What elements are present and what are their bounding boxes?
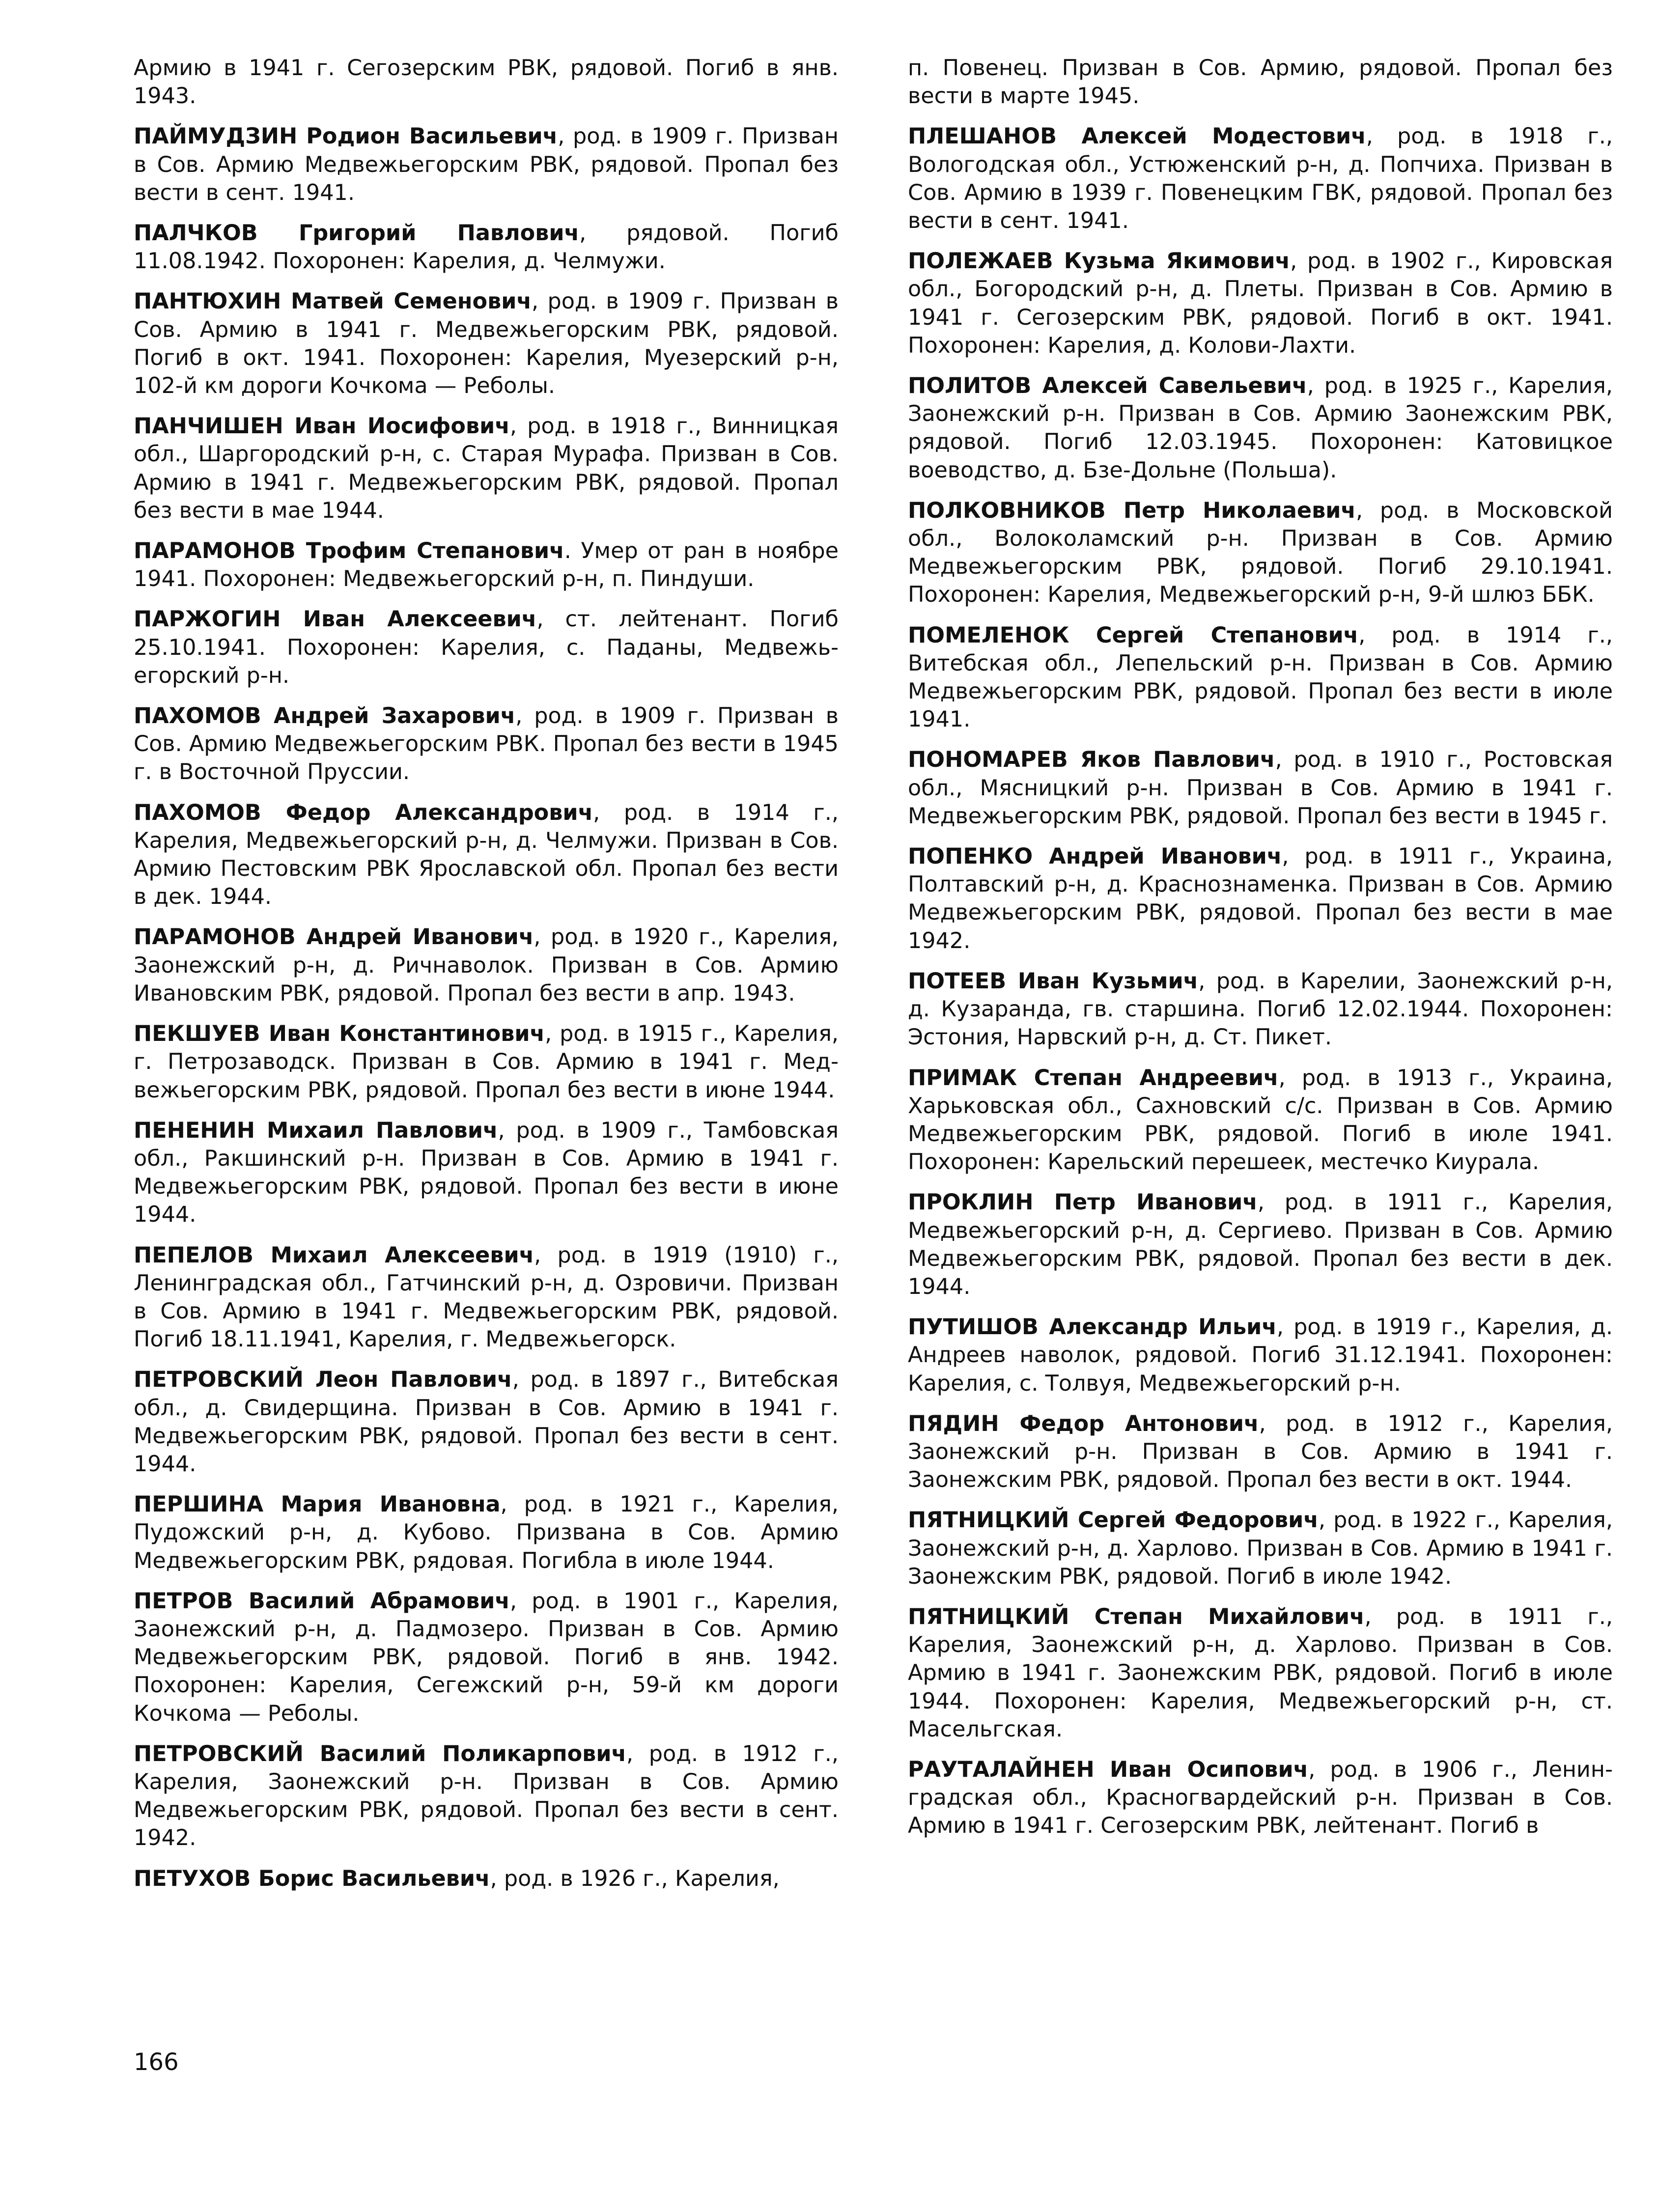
entry-name: ПАНЧИШЕН Иван Иосифович bbox=[134, 414, 510, 439]
page-number: 166 bbox=[134, 2048, 179, 2076]
entry-text: , род. в 1910 г., Ростовская обл., Мясницкий р-н. Призван в Сов. Армию в 1941 г. Медвежьегорским РВК, рядовой. Пропал без вести в 1945 г. bbox=[908, 747, 1613, 829]
biography-entry bbox=[134, 702, 839, 786]
entry-text: , род. в Карелии, Заонежский р-н, д. Кузаранда, гв. старшина. Погиб 12.02.1944. Похоронен: Эстония, Нарвский р-н, д. Ст. Пикет. bbox=[908, 968, 1613, 1050]
biography-entry bbox=[908, 1506, 1613, 1591]
entry-text: , род. в 1926 г., Карелия, bbox=[490, 1866, 780, 1891]
entry-text: п. Повенец. Призван в Сов. Армию, рядовой. Пропал без вести в марте 1945. bbox=[908, 56, 1613, 109]
entry-text: , ст. лейтенант. Погиб 25.10.1941. Похоронен: Карелия, с. Паданы, Медвежьегорский р-н. bbox=[134, 607, 839, 688]
biography-entry bbox=[908, 1410, 1613, 1494]
entry-text: , род. в 1915 г., Карелия, г. Петрозаводск. Призван в Сов. Армию в 1941 г. Медвежьегорским РВК, рядовой. Пропал без вести в июне 1944. bbox=[134, 1021, 839, 1103]
entry-name: ПОЛКОВНИКОВ Петр Николаевич bbox=[908, 498, 1356, 523]
entry-name: ПАЙМУДЗИН Родион Васильевич bbox=[134, 124, 558, 149]
entry-name: ПОТЕЕВ Иван Кузьмич bbox=[908, 968, 1199, 994]
biography-entry bbox=[134, 537, 839, 593]
entry-text: , род. в 1918 г., Винницкая обл., Шаргородский р-н, с. Старая Мурафа. Призван в Сов. Армию в 1941 г. Медвежьегорским РВК, рядовой. Пропал без вести в мае 1944. bbox=[134, 414, 839, 523]
entry-text: , род. в 1911 г., Украина, Полтавский р-н, д. Краснознаменка. Призван в Сов. Армию Медвежьегорским РВК, рядовой. Пропал без вести в мае 1942. bbox=[908, 844, 1613, 953]
biography-entry bbox=[134, 54, 839, 110]
biography-entry bbox=[134, 287, 839, 400]
biography-entry bbox=[908, 497, 1613, 609]
entry-name: ПЕТРОВ Василий Абрамович bbox=[134, 1588, 510, 1614]
biography-entry bbox=[134, 1587, 839, 1728]
biography-entry bbox=[908, 1064, 1613, 1176]
entry-name: ПОЛЕЖАЕВ Кузьма Якимович bbox=[908, 249, 1291, 274]
biography-entry bbox=[134, 1740, 839, 1852]
entry-name: ПАХОМОВ Федор Александрович bbox=[134, 800, 593, 825]
entry-text: , род. в 1912 г., Карелия, Заонежский р-н. Призван в Сов. Армию в 1941 г. Заонежским РВК, рядовой. Пропал без вести в окт. 1944. bbox=[908, 1411, 1613, 1493]
entry-name: ПОЛИТОВ Алексей Савельевич bbox=[908, 373, 1307, 399]
biography-entry bbox=[134, 1865, 839, 1893]
biography-entry bbox=[134, 1117, 839, 1229]
entry-name: ПОМЕЛЕНОК Сергей Степанович bbox=[908, 622, 1359, 648]
biography-entry bbox=[134, 1241, 839, 1354]
entry-name: ПЛЕШАНОВ Алексей Модестович bbox=[908, 124, 1366, 149]
entry-text: , род. в 1922 г., Карелия, Заонежский р-н, д. Харлово. Призван в Сов. Армию в 1941 г. Заонежским РВК, рядовой. Погиб в июле 1942. bbox=[908, 1508, 1613, 1589]
entry-text: . Умер от ран в ноябре 1941. Похоронен: Медвежьегорский р-н, п. Пиндуши. bbox=[134, 538, 839, 592]
entry-name: ПУТИШОВ Александр Ильич bbox=[908, 1315, 1277, 1340]
entry-name: ПАНТЮХИН Матвей Семенович bbox=[134, 289, 532, 314]
biography-entry bbox=[134, 799, 839, 911]
left-column bbox=[134, 54, 839, 1905]
entry-text: , род. в 1919 г., Карелия, д. Андреев наволок, рядовой. Погиб 31.12.1941. Похоронен: Карелия, с. Толвуя, Медвежьегорский р-н. bbox=[908, 1315, 1613, 1396]
entry-text: , род. в 1906 г., Ленинградская обл., Красногвардейский р-н. Призван в Сов. Армию в 1941 г. Сегозерским РВК, лейтенант. Погиб в bbox=[908, 1757, 1613, 1839]
entry-text: , рядовой. Погиб 11.08.1942. Похоронен: Карелия, д. Челмужи. bbox=[134, 221, 839, 274]
biography-entry bbox=[908, 1188, 1613, 1301]
entry-text: , род. в 1902 г., Кировская обл., Богородский р-н, д. Плеты. Призван в Сов. Армию в 1941 г. Сегозерским РВК, рядовой. Погиб в окт. 1941. Похоронен: Карелия, д. Колови-Лахти. bbox=[908, 249, 1613, 358]
biography-entry bbox=[908, 967, 1613, 1052]
biography-entry bbox=[908, 1313, 1613, 1398]
entry-name: ПЕРШИНА Мария Ивановна bbox=[134, 1492, 501, 1517]
biography-entry bbox=[134, 1366, 839, 1478]
entry-text: , род. в 1909 г. Призван в Сов. Армию в 1941 г. Медвежьегорским РВК, рядовой. Погиб в окт. 1941. Похоронен: Карелия, Муезерский р-н, 102-й км дороги Кочкома — Реболы. bbox=[134, 289, 839, 399]
entry-name: ПАЛЧКОВ Григорий Павлович bbox=[134, 221, 580, 246]
entry-name: ПАХОМОВ Андрей Захарович bbox=[134, 703, 516, 729]
entry-text: , род. в Московской обл., Волоколамский р-н. Призван в Сов. Армию Медвежьегорским РВК, рядовой. Погиб 29.10.1941. Похоронен: Карелия, Медвежьегорский р-н, 9-й шлюз ББК. bbox=[908, 498, 1613, 608]
entry-name: ПЕНЕНИН Михаил Павлович bbox=[134, 1118, 498, 1143]
biography-entry bbox=[908, 842, 1613, 955]
entry-name: ПЯДИН Федор Антонович bbox=[908, 1411, 1259, 1436]
entry-text: , род. в 1914 г., Витебская обл., Лепельский р-н. Призван в Сов. Армию Медвежьегорским РВК, рядовой. Пропал без вести в июле 1941. bbox=[908, 622, 1613, 732]
entry-name: ПАРАМОНОВ Трофим Степанович bbox=[134, 538, 564, 564]
biography-entry bbox=[134, 1020, 839, 1104]
biography-entry bbox=[134, 219, 839, 275]
entry-text: Армию в 1941 г. Сегозерским РВК, рядовой. Погиб в янв. 1943. bbox=[134, 56, 839, 109]
entry-text: , род. в 1914 г., Карелия, Медвежьегорский р-н, д. Челмужи. Призван в Сов. Армию Пестовским РВК Ярославской обл. Пропал без вести в дек. 1944. bbox=[134, 800, 839, 910]
entry-name: ПЕТРОВСКИЙ Леон Павлович bbox=[134, 1367, 512, 1393]
entry-text: , род. в 1912 г., Карелия, Заонежский р-н. Призван в Сов. Армию Медвежьегорским РВК, рядовой. Пропал без вести в сент. 1942. bbox=[134, 1741, 839, 1851]
biography-entry bbox=[908, 247, 1613, 360]
biography-entry bbox=[134, 412, 839, 525]
entry-text: , род. в 1909 г. Призван в Сов. Армию Медвежьегорским РВК, рядовой. Пропал без вести в сент. 1941. bbox=[134, 124, 839, 205]
entry-text: , род. в 1909 г., Тамбовская обл., Ракшинский р-н. Призван в Сов. Армию в 1941 г. Медвежьегорским РВК, рядовой. Пропал без вести в июне 1944. bbox=[134, 1118, 839, 1228]
entry-text: , род. в 1920 г., Карелия, Заонежский р-н, д. Ричнаволок. Призван в Сов. Армию Ивановским РВК, рядовой. Пропал без вести в апр. 1943. bbox=[134, 924, 839, 1006]
entry-text: , род. в 1909 г. Призван в Сов. Армию Медвежьегорским РВК. Пропал без вести в 1945 г. в Восточной Пруссии. bbox=[134, 703, 839, 785]
entry-name: ПРИМАК Степан Андреевич bbox=[908, 1065, 1279, 1091]
entry-name: ПЯТНИЦКИЙ Степан Михайлович bbox=[908, 1604, 1365, 1629]
biography-entry bbox=[134, 605, 839, 690]
entry-name: ПЕТУХОВ Борис Васильевич bbox=[134, 1866, 490, 1891]
entry-text: , род. в 1925 г., Карелия, Заонежский р-н. Призван в Сов. Армию Заонежским РВК, рядовой. Погиб 12.03.1945. Похоронен: Катовицкое воеводство, д. Бзе-Дольне (Польша). bbox=[908, 373, 1613, 483]
entry-name: ПОНОМАРЕВ Яков Павлович bbox=[908, 747, 1275, 773]
biography-entry bbox=[908, 372, 1613, 484]
entry-text: , род. в 1918 г., Вологодская обл., Устюженский р-н, д. Попчиха. Призван в Сов. Армию в 1939 г. Повенецким ГВК, рядовой. Пропал без вести в сент. 1941. bbox=[908, 124, 1613, 234]
entry-name: ПРОКЛИН Петр Иванович bbox=[908, 1190, 1258, 1215]
biography-entry bbox=[908, 54, 1613, 110]
entry-text: , род. в 1913 г., Украина, Харьковская обл., Сахновский с/с. Призван в Сов. Армию Медвежьегорским РВК, рядовой. Погиб в июле 1941. Похоронен: Карельский перешеек, местечко Киурала. bbox=[908, 1065, 1613, 1175]
entry-name: ПАРАМОНОВ Андрей Иванович bbox=[134, 924, 534, 950]
entry-name: ПОПЕНКО Андрей Иванович bbox=[908, 844, 1282, 869]
biography-entry bbox=[908, 1603, 1613, 1743]
biography-entry bbox=[134, 923, 839, 1008]
entry-text: , род. в 1919 (1910) г., Ленинградская обл., Гатчинский р-н, д. Озровичи. Призван в Сов. Армию в 1941 г. Медвежьегорским РВК, рядовой. Погиб 18.11.1941, Карелия, г. Медвежьегорск. bbox=[134, 1242, 839, 1352]
biography-entry bbox=[908, 1756, 1613, 1840]
entry-text: , род. в 1911 г., Карелия, Заонежский р-н, д. Харлово. Призван в Сов. Армию в 1941 г. Заонежским РВК, рядовой. Погиб в июле 1944. Похоронен: Карелия, Медвежьегорский р-н, ст. Масельгская. bbox=[908, 1604, 1613, 1742]
entry-name: ПЯТНИЦКИЙ Сергей Федорович bbox=[908, 1508, 1319, 1533]
entry-text: , род. в 1921 г., Карелия, Пудожский р-н, д. Кубово. Призвана в Сов. Армию Медвежьегорским РВК, рядовая. Погибла в июле 1944. bbox=[134, 1492, 839, 1573]
biography-entry bbox=[908, 746, 1613, 830]
entry-name: ПЕКШУЕВ Иван Константинович bbox=[134, 1021, 545, 1047]
entry-name: ПЕТРОВСКИЙ Василий Поликарпович bbox=[134, 1741, 627, 1766]
biography-entry bbox=[134, 1490, 839, 1575]
entry-name: РАУТАЛАЙНЕН Иван Осипович bbox=[908, 1757, 1309, 1782]
biography-entry bbox=[908, 621, 1613, 734]
entry-text: , род. в 1901 г., Карелия, Заонежский р-н, д. Падмозеро. Призван в Сов. Армию Медвежьегорским РВК, рядовой. Погиб в янв. 1942. Похоронен: Карелия, Сегежский р-н, 59-й км дороги Кочкома — Реболы. bbox=[134, 1588, 839, 1726]
biography-entry bbox=[134, 122, 839, 207]
right-column bbox=[908, 54, 1613, 1852]
biography-entry bbox=[908, 122, 1613, 235]
entry-name: ПЕПЕЛОВ Михаил Алексеевич bbox=[134, 1242, 534, 1268]
entry-name: ПАРЖОГИН Иван Алексеевич bbox=[134, 607, 537, 632]
entry-text: , род. в 1897 г., Витебская обл., д. Свидерщина. Призван в Сов. Армию в 1941 г. Медвежьегорским РВК, рядовой. Пропал без вести в сент. 1944. bbox=[134, 1367, 839, 1477]
entry-text: , род. в 1911 г., Карелия, Медвежьегорский р-н, д. Сергиево. Призван в Сов. Армию Медвежьегорским РВК, рядовой. Пропал без вести в дек. 1944. bbox=[908, 1190, 1613, 1299]
